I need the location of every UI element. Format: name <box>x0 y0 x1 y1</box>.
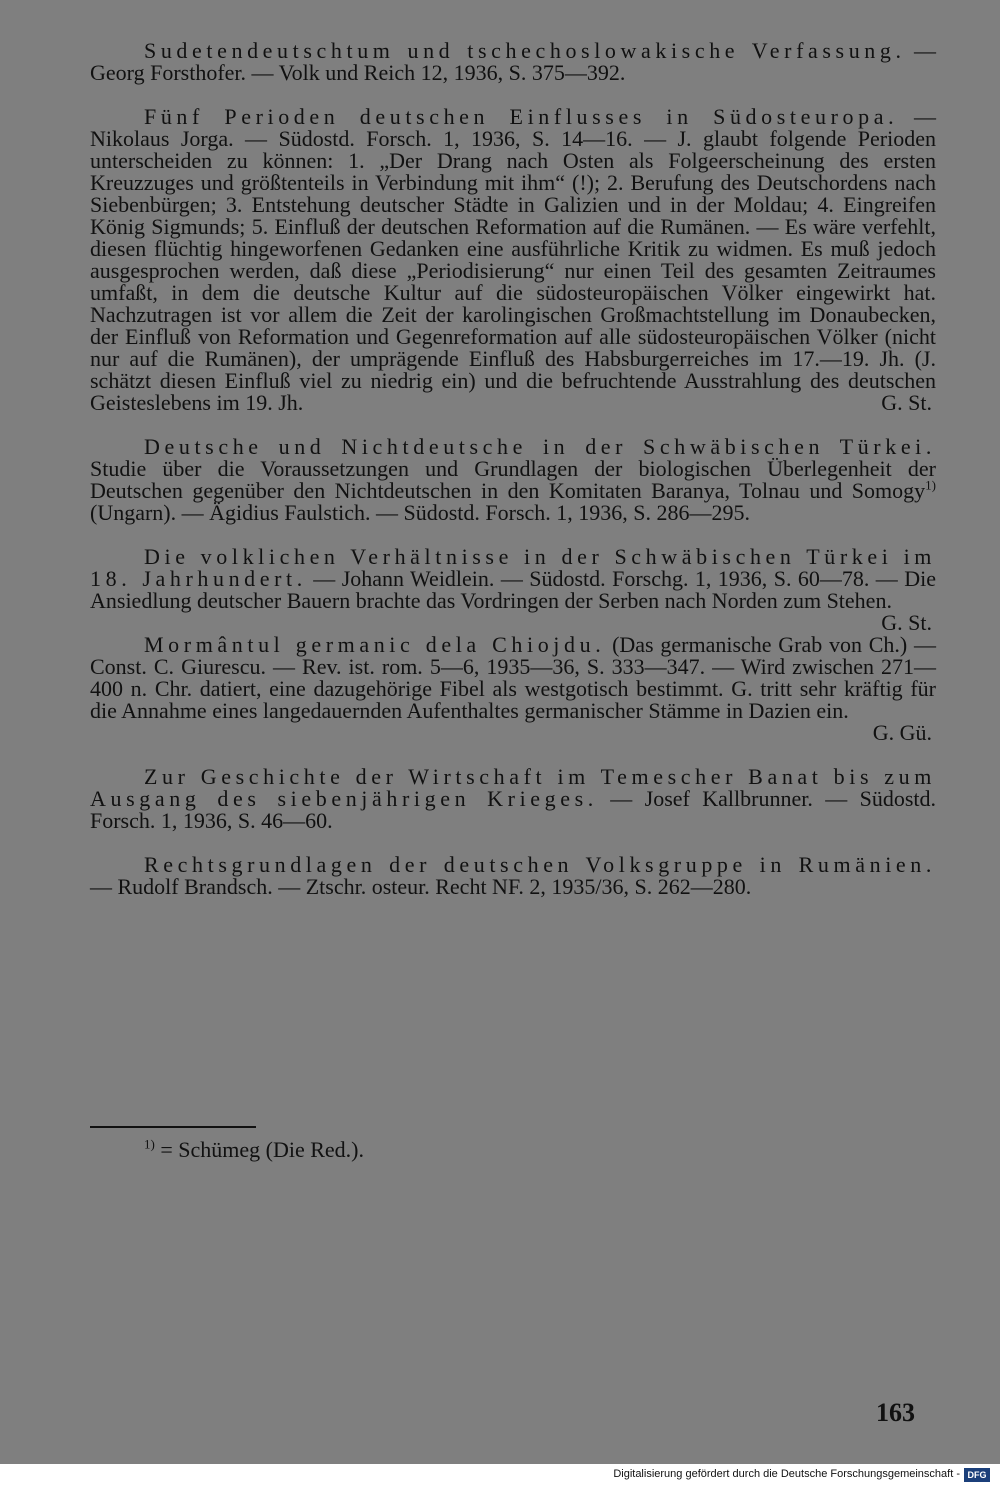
entry-text <box>90 106 936 414</box>
bibliography-entry <box>90 106 936 414</box>
entry-text <box>90 634 936 722</box>
entry-text <box>90 40 936 84</box>
entry-body: — Johann Weidlein. — Südostd. Forschg. 1, 1936, S. 60—78. — Die Ansiedlung deutscher Bauern brachte das Vordringen der Serben nach Norden zum Stehen. <box>90 566 936 613</box>
entry-body: — Nikolaus Jorga. — Südostd. Forsch. 1, 1936, S. 14—16. — J. glaubt folgende Perioden unterscheiden zu können: 1. „Der Drang nach Osten als Folgeerscheinung des ersten Kreuzzuges und größtenteils in Verbindung mit ihm“ (!); 2. Berufung des Deutschordens nach Siebenbürgen; 3. Entstehung deutscher Städte in Galizien und in der Moldau; 4. Eingreifen König Sigmunds; 5. Einfluß der deutschen Reformation auf die Rumänen. — Es wäre verfehlt, diesen flüchtig hingeworfenen Gedanken eine ausführliche Kritik zu widmen. Es muß jedoch ausgesprochen werden, daß diese „Periodisierung“ nur einen Teil des gesamten Zeitraumes umfaßt, in dem die deutsche Kultur auf die südosteuropäischen Völker eingewirkt hat. Nachzutragen ist vor allem die Zeit der karolingischen Großmachtstellung im Donaubecken, der Einfluß von Reformation und Gegenreformation auf alle südosteuropäischen Völker (nicht nur auf die Rumänen), der umprägende Einfluß des Habsburgerreiches im 17.—19. Jh. (J. schätzt diesen Einfluß viel zu niedrig ein) und die befruchtende Ausstrahlung des deutschen Geisteslebens im 19. Jh. <box>90 104 936 415</box>
bibliography-entry <box>90 436 936 524</box>
entry-title: Zur Geschichte der Wirtschaft im Temescher Banat bis zum Ausgang des siebenjährigen Krieges. <box>90 764 936 811</box>
entry-title: Die volklichen Verhältnisse in der Schwäbischen Türkei im 18. Jahrhundert. <box>90 544 936 591</box>
footnote <box>144 1138 364 1162</box>
entry-body: — Josef Kallbrunner. — Südostd. Forsch. 1, 1936, S. 46—60. <box>90 786 936 833</box>
reviewer-signature: G. Gü. <box>872 720 932 745</box>
reviewer-signature: G. St. <box>881 390 932 415</box>
entry-text <box>90 436 936 524</box>
footnote-reference: 1) <box>925 477 936 493</box>
entry-title: Rechtsgrundlagen der deutschen Volksgruppe in Rumänien. <box>144 852 936 877</box>
footnote-divider <box>90 1126 256 1128</box>
entry-title: Deutsche und Nichtdeutsche in der Schwäbischen Türkei. <box>144 434 936 459</box>
entry-title: Fünf Perioden deutschen Einflusses in Südosteuropa. <box>144 104 899 129</box>
entry-title: Mormântul germanic dela Chiojdu. <box>144 632 606 657</box>
page-number: 163 <box>876 1398 915 1427</box>
footnote-text: = Schümeg (Die Red.). <box>154 1137 364 1162</box>
entry-body-continued: (Ungarn). — Ägidius Faulstich. — Südostd. Forsch. 1, 1936, S. 286—295. <box>90 500 750 525</box>
bibliography-entry <box>90 40 936 84</box>
reviewer-signature: G. St. <box>881 610 932 635</box>
entry-text <box>90 766 936 832</box>
credit-text: Digitalisierung gefördert durch die Deutsche Forschungsgemeinschaft - <box>613 1468 960 1480</box>
entry-body: — Georg Forsthofer. — Volk und Reich 12, 1936, S. 375—392. <box>90 38 936 85</box>
entry-body: — Rudolf Brandsch. — Ztschr. osteur. Recht NF. 2, 1935/36, S. 262—280. <box>90 874 752 899</box>
entry-text <box>90 854 936 898</box>
footnote-mark: 1) <box>144 1136 155 1152</box>
bibliography-entry <box>90 634 936 744</box>
bibliography-entry <box>90 766 936 832</box>
bibliography-entry <box>90 854 936 898</box>
entry-text <box>90 544 936 635</box>
bibliography-entry <box>90 544 936 635</box>
entry-body: (Das germanische Grab von Ch.) — Const. C. Giurescu. — Rev. ist. rom. 5—6, 1935—36, S. 333—347. — Wird zwischen 271—400 n. Chr. datiert, eine dazugehörige Fibel als westgotisch bestimmt. G. tritt sehr kräftig für die Annahme eines langedauernden Aufenthaltes germanischer Stämme in Dazien ein. <box>90 632 936 723</box>
digitization-credit-bar <box>0 1464 1000 1486</box>
entry-body: Studie über die Voraussetzungen und Grundlagen der biologischen Überlegenheit der Deutschen gegenüber den Nichtdeutschen in den Komitaten Baranya, Tolnau und Somogy <box>90 456 936 503</box>
bibliography-list <box>90 40 936 920</box>
dfg-logo-icon: DFG <box>964 1468 990 1482</box>
entry-title: Sudetendeutschtum und tschechoslowakische Verfassung. <box>144 38 906 63</box>
